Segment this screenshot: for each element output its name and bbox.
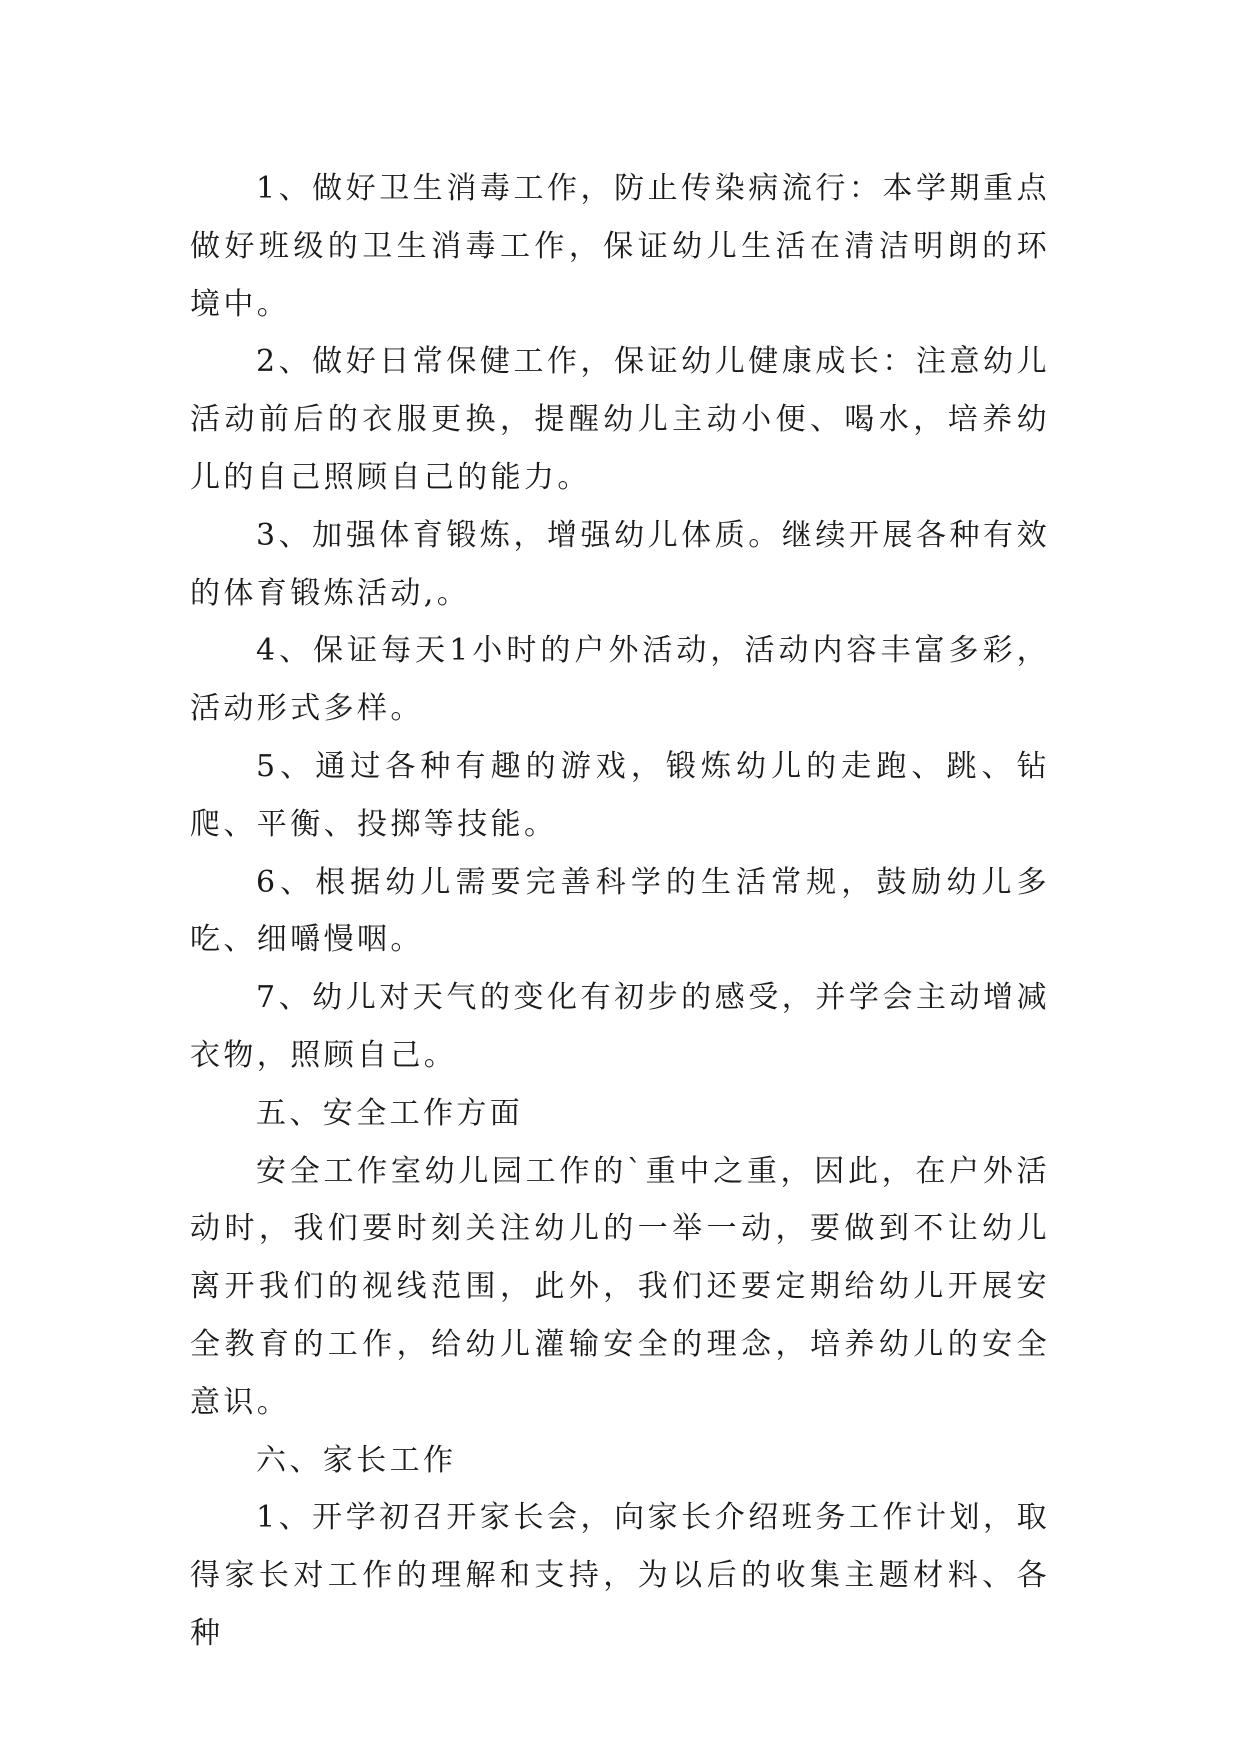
- paragraph-exercise: 3、加强体育锻炼，增强幼儿体质。继续开展各种有效的体育锻炼活动,。: [190, 517, 1050, 611]
- paragraph-routine: 6、根据幼儿需要完善科学的生活常规，鼓励幼儿多吃、细嚼慢咽。: [190, 864, 1050, 958]
- section-heading-parents: 六、家长工作: [256, 1442, 457, 1478]
- paragraph-outdoor: 4、保证每天1小时的户外活动，活动内容丰富多彩，活动形式多样。: [190, 633, 1050, 727]
- section-heading-safety: 五、安全工作方面: [256, 1095, 524, 1131]
- paragraph-games: 5、通过各种有趣的游戏，锻炼幼儿的走跑、跳、钻爬、平衡、投掷等技能。: [190, 748, 1050, 842]
- paragraph-hygiene: 1、做好卫生消毒工作，防止传染病流行：本学期重点做好班级的卫生消毒工作，保证幼儿生活在清洁明朗的环境中。: [190, 171, 1050, 322]
- paragraph-weather: 7、幼儿对天气的变化有初步的感受，并学会主动增减衣物，照顾自己。: [190, 980, 1050, 1073]
- paragraph-health-care: 2、做好日常保健工作，保证幼儿健康成长：注意幼儿活动前后的衣服更换，提醒幼儿主动小便、喝水，培养幼儿的自己照顾自己的能力。: [190, 344, 1050, 495]
- paragraph-parent-meeting: 1、开学初召开家长会，向家长介绍班务工作计划，取得家长对工作的理解和支持，为以后的收集主题材料、各种: [190, 1500, 1050, 1651]
- paragraph-safety: 安全工作室幼儿园工作的`重中之重，因此，在户外活动时，我们要时刻关注幼儿的一举一动，要做到不让幼儿离开我们的视线范围，此外，我们还要定期给幼儿开展安全教育的工作，给幼儿灌输安全的理念，培养幼儿的安全意识。: [190, 1153, 1050, 1420]
- document-body: [190, 160, 1050, 1663]
